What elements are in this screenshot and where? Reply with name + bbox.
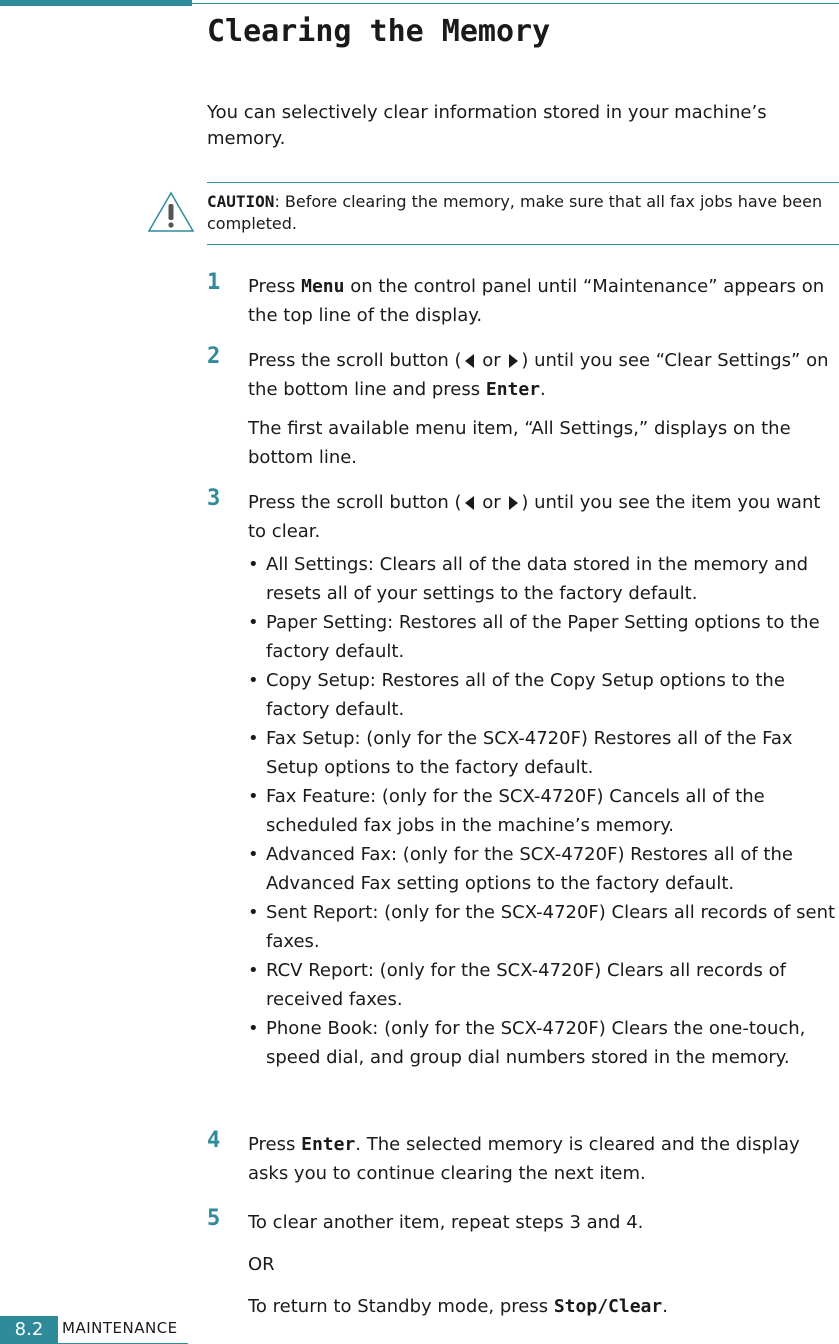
step-4-post: . The selected memory is cleared and the display asks you to continue clearing the next item. [248,1134,800,1184]
step-1-text [248,272,838,330]
scroll-right-icon [509,496,518,510]
bullet-text: Copy Setup: Restores all of the Copy Setup options to the factory default. [266,670,785,720]
step-5-post: . [662,1296,668,1317]
stop-clear-key: Stop/Clear [553,1296,663,1317]
page-title: Clearing the Memory [207,14,551,49]
caution-text: : Before clearing the memory, make sure that all fax jobs have been completed. [207,192,823,233]
list-item [248,782,838,840]
step-1-number: 1 [207,270,221,295]
list-item [248,840,838,898]
step-5-or: OR [248,1254,275,1275]
step-3-pre: Press the scroll button ( [248,492,462,513]
bullet: • [248,728,259,749]
clear-options-list [248,550,838,1101]
caution-top-rule [207,182,839,183]
step-2-text [248,346,838,404]
list-item [248,666,838,724]
bullet: • [248,670,259,691]
menu-key: Menu [301,276,345,297]
list-item [248,956,838,1014]
step-3-number: 3 [207,486,221,511]
bullet: • [248,554,259,575]
bullet-text: Paper Setting: Restores all of the Paper Setting options to the factory default. [266,612,820,662]
bullet-text: Phone Book: (only for the SCX-4720F) Clears the one-touch, speed dial, and group dial numbers stored in the memory. [266,1018,806,1068]
step-5-number: 5 [207,1206,221,1231]
list-item [248,1014,838,1101]
step-2-or: or [476,350,507,371]
step-1-post: on the control panel until “Maintenance” appears on the top line of the display. [248,276,825,326]
bullet: • [248,612,259,633]
bullet: • [248,844,259,865]
bullet: • [248,960,259,981]
bullet-text: Sent Report: (only for the SCX-4720F) Clears all records of sent faxes. [266,902,836,952]
step-5-text: To clear another item, repeat steps 3 and 4. [248,1212,644,1233]
scroll-right-icon [509,354,518,368]
caution-note [207,191,827,235]
step-2-post: . [540,379,546,400]
scroll-left-icon [465,496,474,510]
step-4-pre: Press [248,1134,302,1155]
step-3-post: ) until you see the item you want to clear. [248,492,821,542]
scroll-left-icon [465,354,474,368]
step-2-mid: ) until you see “Clear Settings” on the bottom line and press [248,350,829,400]
caution-icon [146,190,196,234]
bullet: • [248,1018,259,1039]
step-2-number: 2 [207,344,221,369]
caution-bottom-rule [207,244,839,245]
bullet-text: Advanced Fax: (only for the SCX-4720F) Restores all of the Advanced Fax setting options to the factory default. [266,844,793,894]
bullet-text: All Settings: Clears all of the data stored in the memory and resets all of your settings to the factory default. [266,554,809,604]
bullet: • [248,786,259,807]
caution-label: CAUTION [207,192,275,211]
bullet-text: Fax Feature: (only for the SCX-4720F) Cancels all of the scheduled fax jobs in the machine’s memory. [266,786,765,836]
step-4-text [248,1130,838,1188]
step-2-pre: Press the scroll button ( [248,350,462,371]
step-1-pre: Press [248,276,302,297]
list-item [248,550,838,608]
header-rule [192,3,839,4]
step-5-pre: To return to Standby mode, press [248,1296,554,1317]
step-3-or: or [476,492,507,513]
list-item [248,898,838,956]
bullet-text: RCV Report: (only for the SCX-4720F) Clears all records of received faxes. [266,960,786,1010]
step-3-text [248,488,838,546]
list-item [248,724,838,782]
header-accent-bar [0,0,192,6]
section-label: MAINTENANCE [62,1319,178,1337]
enter-key: Enter [485,379,541,400]
step-5-standby [248,1292,838,1321]
step-2-note: The first available menu item, “All Settings,” displays on the bottom line. [248,418,791,468]
intro-paragraph: You can selectively clear information stored in your machine’s memory. [207,102,767,149]
enter-key: Enter [301,1134,356,1155]
page-number: 8.2 [0,1316,58,1344]
bullet: • [248,902,259,923]
bullet-text: Fax Setup: (only for the SCX-4720F) Restores all of the Fax Setup options to the factory default. [266,728,793,778]
step-4-number: 4 [207,1128,221,1153]
list-item [248,608,838,666]
